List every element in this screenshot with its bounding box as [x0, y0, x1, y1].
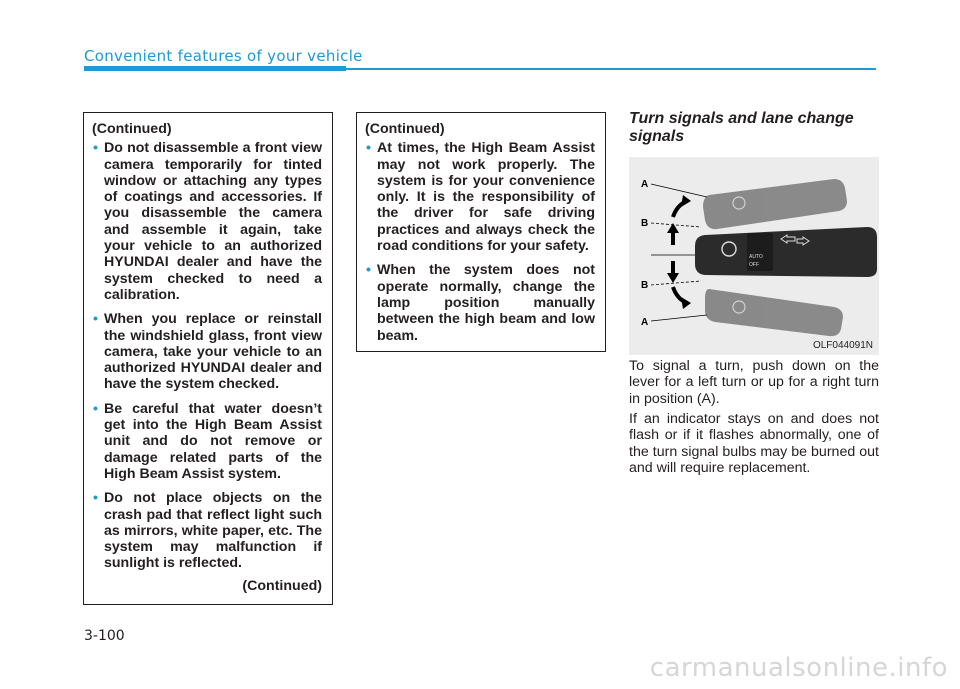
lever-upper-position [703, 179, 847, 229]
list-item-text: Be careful that water doesn’t get into the High Beam Assist unit and do not remove or damage related parts of the High Beam Assist system. [104, 400, 322, 482]
list-item [92, 401, 322, 482]
list-item-text: Do not disassemble a front view camera temporarily for tinted window or attaching any types of coatings and accessories. If you disassemble the camera and assemble it again, take your vehicle to an authorized HYUNDAI dealer and have the system checked to need a calibration. [104, 140, 322, 303]
continued-label-top: (Continued) [365, 121, 445, 137]
figure-code: OLF044091N [812, 340, 873, 351]
continued-label-bottom: (Continued) [242, 577, 322, 594]
bullet-icon: • [93, 140, 98, 157]
bullet-icon: • [93, 311, 98, 328]
list-item-text: When you replace or reinstall the windshield glass, front view camera, take your vehicle to an authorized HYUNDAI dealer and have the system checked. [104, 311, 322, 393]
bullet-icon: • [366, 140, 371, 157]
list-item-text: At times, the High Beam Assist may not work properly. The system is for your convenience only. It is the responsibility of the driver for safe driving practices and always check the road conditions for your safety. [377, 140, 595, 255]
bullet-icon: • [93, 400, 98, 417]
header-rule [84, 68, 876, 70]
list-item [365, 140, 595, 254]
lever-neutral-position [695, 227, 877, 277]
caution-box-continued-1 [83, 112, 333, 605]
list-item [92, 140, 322, 303]
body-paragraph: To signal a turn, push down on the lever for a left turn or up for a right turn in position (A). [629, 358, 879, 407]
turn-signal-lever-illustration [629, 157, 879, 355]
lever-lower-position [705, 289, 843, 336]
list-item-text: When the system does not operate normally, change the lamp position manually between the high beam and low beam. [377, 262, 595, 344]
body-paragraph: If an indicator stays on and does not flash or if it flashes abnormally, one of the turn signal bulbs may be burned out and will require replacement. [629, 411, 879, 476]
label-a-bottom: A [641, 317, 649, 328]
caution-box-continued-2 [356, 112, 606, 352]
label-a-top: A [641, 179, 649, 190]
continued-label-top: (Continued) [92, 121, 172, 137]
turn-signal-section [629, 110, 879, 146]
list-item [92, 311, 322, 392]
bullet-icon: • [93, 490, 98, 507]
auto-label: AUTO [749, 254, 763, 260]
label-b-bottom: B [641, 280, 649, 291]
section-title: Convenient features of your vehicle [84, 47, 363, 65]
caution-list [365, 140, 595, 344]
list-item [365, 262, 595, 343]
list-item-text: Do not place objects on the crash pad that reflect light such as mirrors, white paper, etc. The system may malfunction if sunlight is reflected. [104, 490, 322, 572]
list-item [92, 490, 322, 571]
page-number: 3-100 [84, 628, 125, 644]
label-b-top: B [641, 218, 649, 229]
lever-diagram [629, 157, 879, 355]
off-label: OFF [749, 262, 759, 268]
section-heading: Turn signals and lane change signals [629, 110, 854, 145]
bullet-icon: • [366, 262, 371, 279]
watermark: carmanualsonline.info [649, 653, 948, 683]
caution-list [92, 140, 322, 571]
